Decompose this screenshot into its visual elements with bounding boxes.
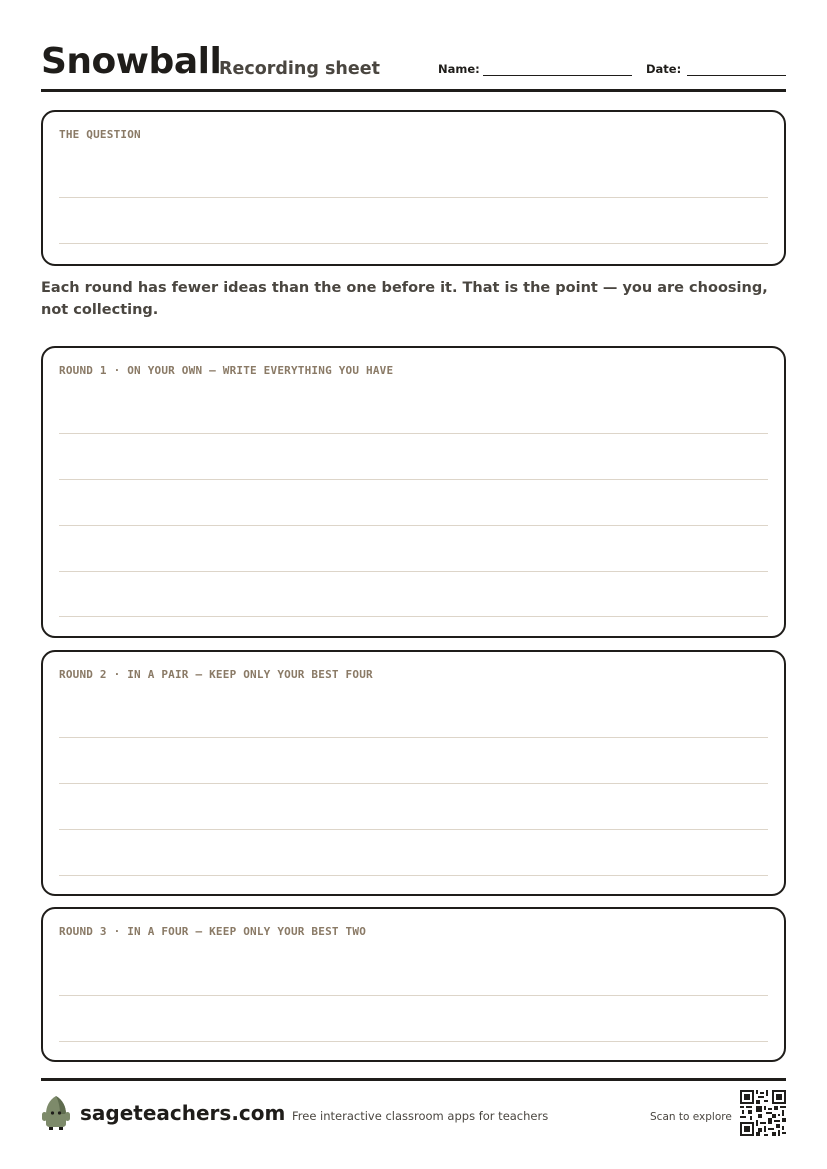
date-label: Date: — [646, 62, 682, 76]
page-header — [41, 40, 786, 92]
round-2-label: ROUND 2 · IN A PAIR — KEEP ONLY YOUR BEST FOUR — [59, 668, 373, 681]
writing-line[interactable] — [59, 829, 768, 830]
qr-code-icon[interactable] — [740, 1090, 786, 1136]
writing-line[interactable] — [59, 995, 768, 996]
header-divider — [41, 89, 786, 92]
name-field[interactable] — [483, 75, 632, 76]
writing-line[interactable] — [59, 243, 768, 244]
round-1-label: ROUND 1 · ON YOUR OWN — WRITE EVERYTHING YOU HAVE — [59, 364, 394, 377]
round-3-box — [41, 907, 786, 1062]
writing-line[interactable] — [59, 1041, 768, 1042]
scan-label: Scan to explore — [650, 1111, 732, 1123]
writing-line[interactable] — [59, 479, 768, 480]
writing-line[interactable] — [59, 433, 768, 434]
writing-line[interactable] — [59, 197, 768, 198]
footer-tagline: Free interactive classroom apps for teachers — [292, 1109, 549, 1123]
footer-divider — [41, 1078, 786, 1081]
writing-line[interactable] — [59, 525, 768, 526]
round-2-box — [41, 650, 786, 896]
question-label: THE QUESTION — [59, 128, 141, 141]
writing-line[interactable] — [59, 737, 768, 738]
page-title: Snowball — [41, 41, 222, 82]
writing-line[interactable] — [59, 783, 768, 784]
writing-line[interactable] — [59, 616, 768, 617]
intro-text: Each round has fewer ideas than the one before it. That is the point — you are choosing, not collecting. — [41, 280, 768, 318]
name-label: Name: — [438, 62, 480, 76]
brand-name[interactable]: sageteachers.com — [80, 1101, 286, 1125]
question-box — [41, 110, 786, 266]
page-subtitle: Recording sheet — [219, 59, 380, 79]
round-3-label: ROUND 3 · IN A FOUR — KEEP ONLY YOUR BEST TWO — [59, 925, 367, 938]
round-1-box — [41, 346, 786, 638]
seedling-mascot-icon — [41, 1094, 71, 1130]
writing-line[interactable] — [59, 875, 768, 876]
date-field[interactable] — [687, 75, 786, 76]
writing-line[interactable] — [59, 571, 768, 572]
